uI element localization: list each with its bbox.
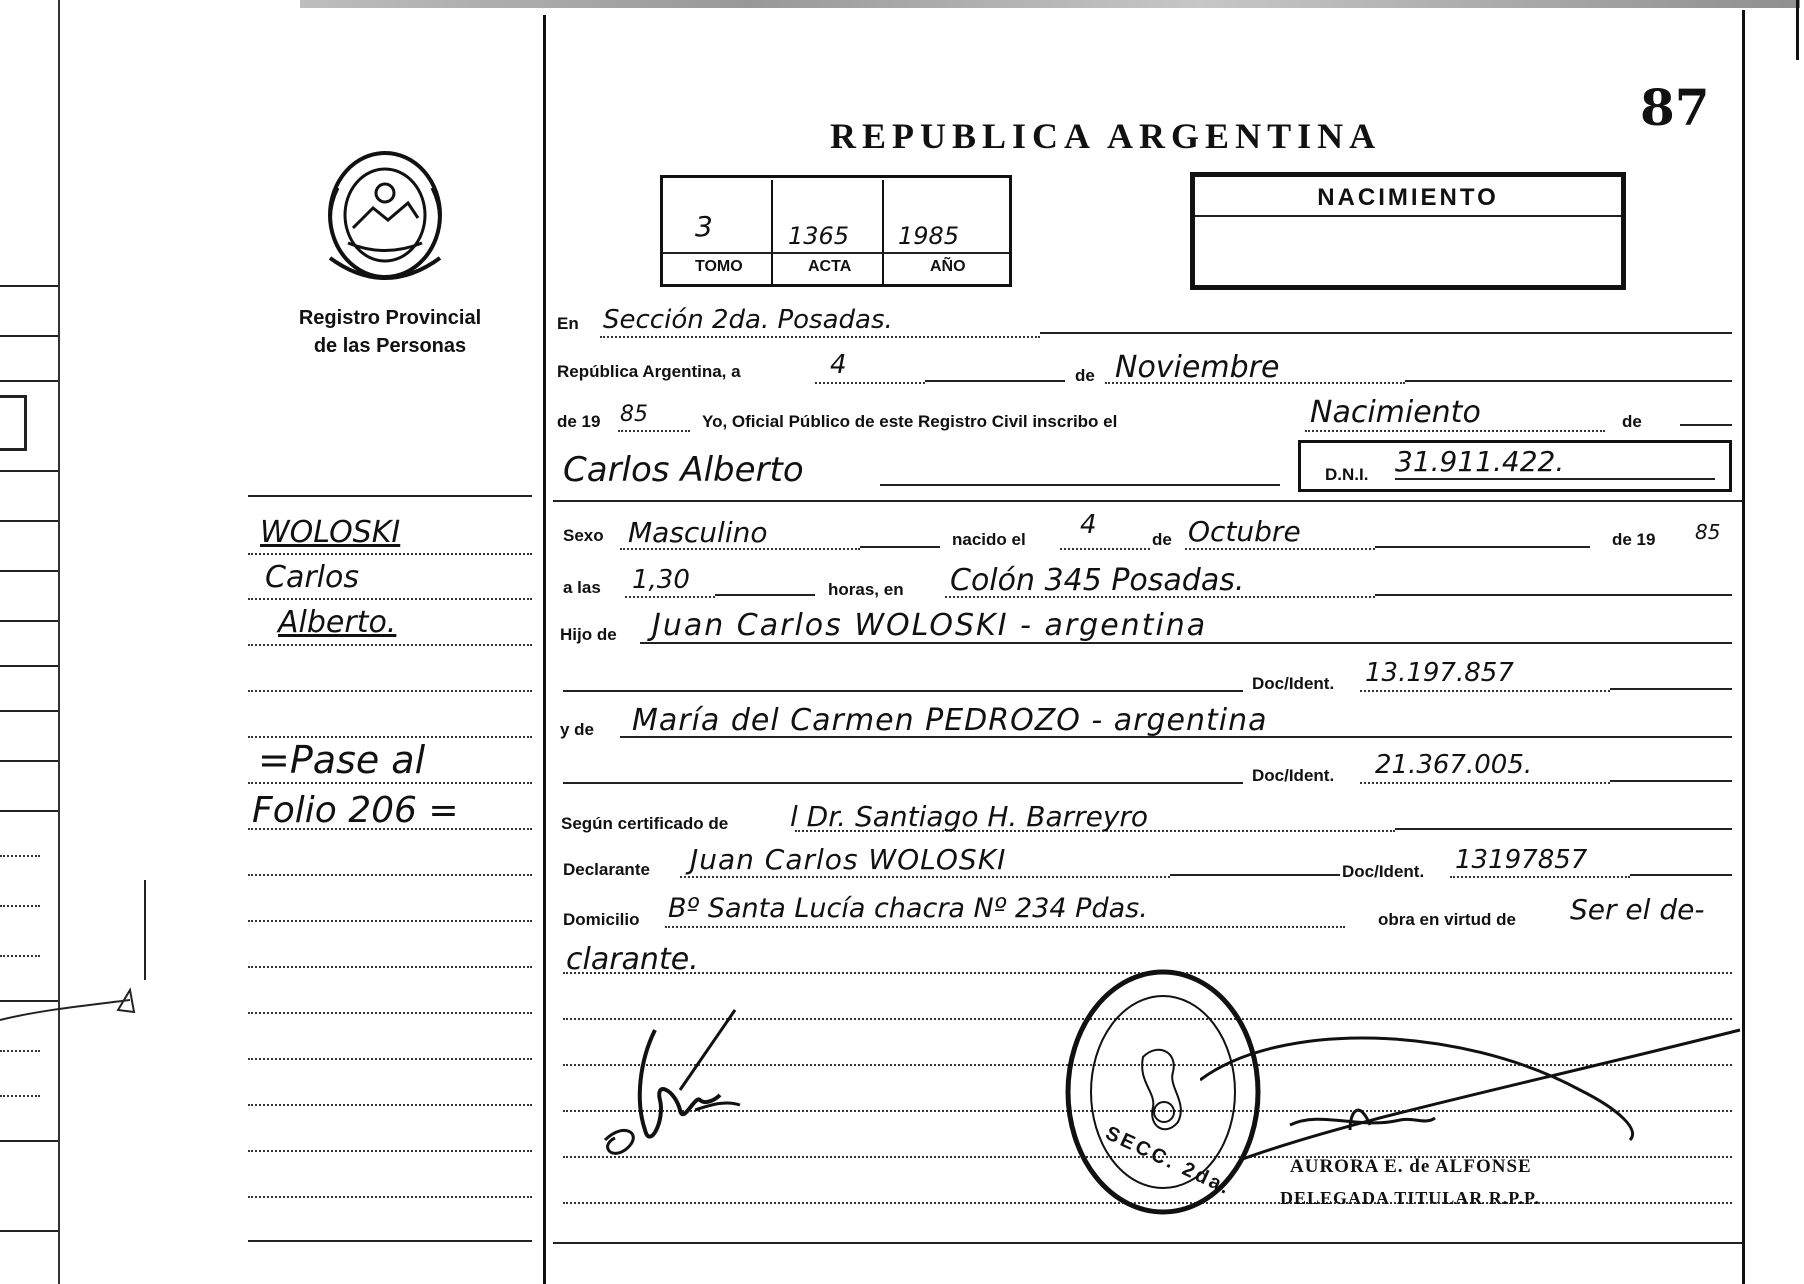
en-label: En [557, 314, 579, 333]
margin-line [248, 1104, 532, 1106]
day-line-solid [925, 380, 1065, 382]
declarante-value: Juan Carlos WOLOSKI [690, 843, 1007, 876]
father-doc-line-solid [1610, 688, 1732, 690]
nacido-label: nacido el [952, 530, 1026, 549]
hour-value: 1,30 [632, 565, 690, 595]
left-fragment-line [0, 760, 58, 762]
doc-ident-label-3: Doc/Ident. [1342, 862, 1425, 881]
left-fragment-line [0, 1140, 58, 1142]
margin-line [248, 920, 532, 922]
left-fragment-line [0, 665, 58, 667]
margin-line [248, 1012, 532, 1014]
left-fragment-line [0, 285, 58, 287]
margin-line [248, 966, 532, 968]
obra-value: Ser el de- [1570, 893, 1705, 926]
country-title: REPUBLICA ARGENTINA [830, 116, 1382, 156]
sexo-label: Sexo [563, 526, 604, 545]
margin-middle-name: Alberto. [278, 605, 397, 640]
left-fragment-line [0, 470, 58, 472]
inscribo-value: Nacimiento [1310, 395, 1481, 430]
child-name: Carlos Alberto [563, 450, 804, 490]
tomo-value: 3 [695, 210, 713, 243]
left-fragment-line [0, 520, 58, 522]
father-doc-line [1360, 690, 1610, 692]
year-value: 85 [620, 402, 648, 427]
seal-emblem [318, 148, 453, 283]
sexo-line-solid [860, 546, 940, 548]
form-bottom-rule [553, 1242, 1742, 1244]
father-doc-pre-line [563, 690, 1243, 692]
margin-line [248, 782, 532, 784]
type-box-label: NACIMIENTO [1317, 184, 1499, 211]
de-label: de [1075, 366, 1095, 385]
margin-bottom-rule [248, 1240, 532, 1242]
left-fragment-line [0, 620, 58, 622]
hour-line [625, 596, 715, 598]
registry-name-line2: de las Personas [313, 335, 467, 357]
margin-line [248, 1196, 532, 1198]
declarante-label: Declarante [563, 860, 650, 879]
en-value: Sección 2da. Posadas. [603, 305, 893, 335]
mother-doc: 21.367.005. [1375, 750, 1533, 780]
left-fragment-line [0, 335, 58, 337]
father-doc: 13.197.857 [1365, 658, 1514, 688]
en-line [600, 336, 1040, 338]
declarante-doc: 13197857 [1455, 845, 1588, 875]
ano-label: AÑO [930, 258, 966, 275]
margin-line [248, 598, 532, 600]
margin-note-line2: Folio 206 = [252, 790, 459, 831]
place-value: Colón 345 Posadas. [950, 563, 1245, 598]
declarante-line-solid [1170, 874, 1340, 876]
margin-line [248, 644, 532, 646]
segun-label: Según certificado de [561, 814, 729, 833]
domicilio-line [665, 926, 1345, 928]
mother-doc-pre-line [563, 782, 1243, 784]
ano-value: 1985 [898, 222, 960, 250]
type-box-rule [1195, 215, 1621, 217]
page-number: 87 [1640, 78, 1710, 137]
mother-doc-line [1360, 782, 1610, 784]
form-section-rule [553, 500, 1742, 502]
de-label-2: de [1622, 412, 1642, 431]
mother-doc-line-solid [1610, 780, 1732, 782]
margin-line [248, 874, 532, 876]
birth-day: 4 [1080, 510, 1097, 540]
birth-year-suffix: 85 [1695, 520, 1721, 544]
obra-value-2: clarante. [566, 942, 699, 977]
acta-value: 1365 [788, 222, 850, 250]
obra-label: obra en virtud de [1378, 910, 1516, 929]
margin-top-rule [248, 495, 532, 497]
left-fragment-line [0, 1050, 40, 1052]
hour-line-solid [715, 594, 815, 596]
left-fragment-box [0, 395, 27, 451]
mother-value: María del Carmen PEDROZO - argentina [632, 703, 1268, 738]
place-line-solid [1375, 594, 1732, 596]
declarante-doc-line [1450, 876, 1630, 878]
dni-value: 31.911.422. [1395, 445, 1565, 478]
margin-surname: WOLOSKI [260, 515, 401, 550]
day-value: 4 [830, 350, 847, 380]
day-line [815, 382, 925, 384]
declarante-doc-line-solid [1630, 874, 1732, 876]
horas-label: horas, en [828, 580, 904, 599]
birth-day-line [1060, 548, 1150, 550]
birth-month: Octubre [1188, 515, 1301, 548]
officer-title: DELEGADA TITULAR R.P.P. [1280, 1188, 1540, 1208]
declarant-signature [585, 1000, 765, 1170]
alas-label: a las [563, 578, 601, 597]
left-fragment-line [0, 855, 40, 857]
ydee-label: y de [560, 720, 595, 739]
margin-column-divider [543, 15, 546, 1284]
domicilio-value: Bº Santa Lucía chacra Nº 234 Pdas. [668, 893, 1148, 924]
child-name-line [880, 484, 1280, 486]
month-line-solid [1405, 380, 1732, 382]
margin-line [248, 1058, 532, 1060]
doctor-value: l Dr. Santiago H. Barreyro [790, 800, 1149, 833]
record-box-divider [771, 180, 773, 284]
right-edge-line [1796, 0, 1799, 60]
birth-month-line-solid [1375, 546, 1590, 548]
doc-ident-label-2: Doc/Ident. [1252, 766, 1335, 785]
domicilio-label: Domicilio [563, 910, 640, 929]
record-box-rule [663, 252, 1009, 254]
birth-month-line [1185, 548, 1375, 550]
margin-line [248, 553, 532, 555]
year-line [618, 430, 690, 432]
republica-label: República Argentina, a [557, 362, 741, 381]
left-fragment-line [0, 570, 58, 572]
left-fragment-line [0, 1230, 58, 1232]
margin-line [248, 1150, 532, 1152]
margin-line [248, 690, 532, 692]
oficial-text: Yo, Oficial Público de este Registro Civil inscribo el [702, 412, 1118, 431]
margin-first-name: Carlos [265, 560, 359, 595]
inscribo-line [1305, 430, 1605, 432]
de-year-label: de 19 [1612, 530, 1656, 549]
left-fragment-scribble [0, 860, 160, 1050]
left-fragment-line [0, 710, 58, 712]
de-label-3: de [1152, 530, 1172, 549]
month-value: Noviembre [1115, 350, 1280, 385]
top-edge-scan [300, 0, 1800, 8]
tomo-label: TOMO [695, 258, 743, 275]
record-box-divider [882, 180, 884, 284]
left-page-edge [58, 0, 60, 1284]
left-fragment-line [0, 380, 58, 382]
doc-ident-label: Doc/Ident. [1252, 674, 1335, 693]
margin-note-line1: =Pase al [258, 738, 426, 782]
left-fragment-line [0, 810, 58, 812]
hijo-label: Hijo de [560, 625, 617, 644]
acta-label: ACTA [808, 258, 852, 275]
sexo-value: Masculino [628, 516, 768, 549]
registry-name-line1: Registro Provincial [298, 307, 482, 329]
doctor-line-solid [1395, 828, 1732, 830]
dni-line [1395, 478, 1715, 480]
officer-name: AURORA E. de ALFONSE [1290, 1156, 1532, 1177]
en-line-solid [1040, 332, 1732, 334]
year-prefix-label: de 19 [557, 412, 601, 431]
father-value: Juan Carlos WOLOSKI - argentina [652, 608, 1208, 643]
stamp-center-text: SECC. 2da. [1101, 1122, 1236, 1200]
left-fragment-line [0, 1095, 40, 1097]
declarante-line [680, 876, 1170, 878]
dni-label: D.N.I. [1325, 465, 1369, 484]
de-line-2 [1680, 424, 1732, 426]
